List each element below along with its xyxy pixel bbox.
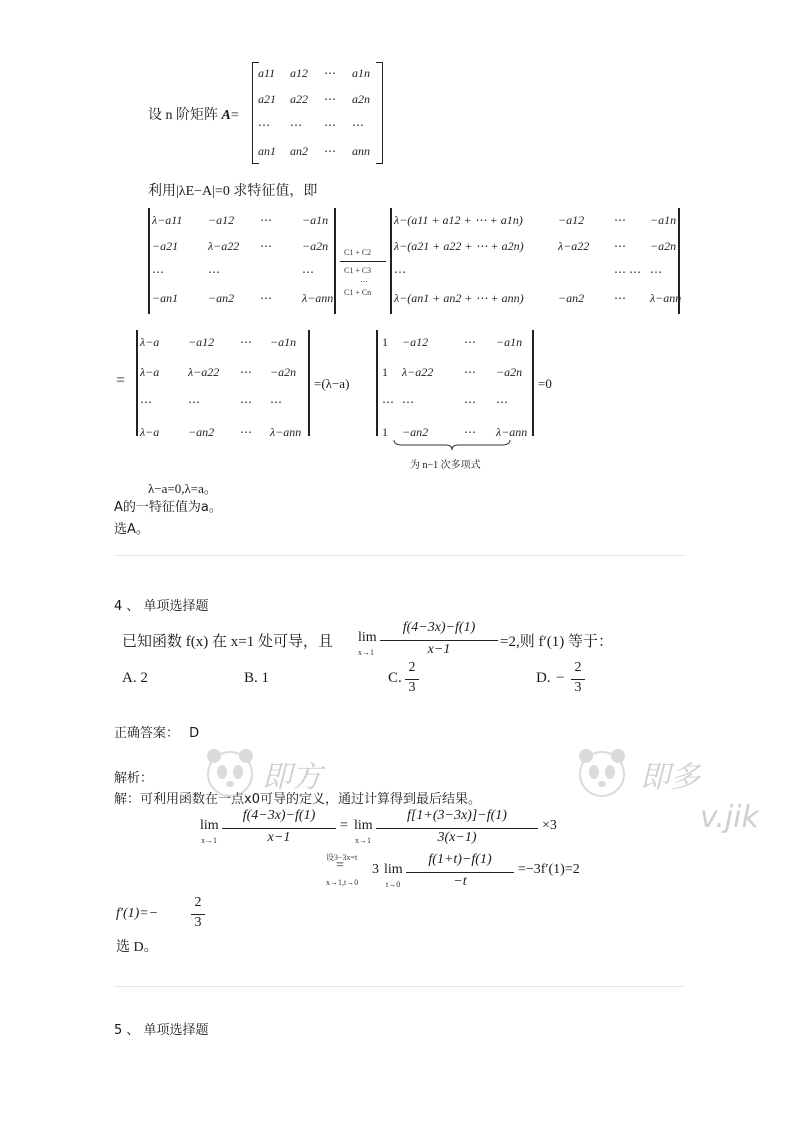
matrix-entry: −a1n — [496, 335, 523, 349]
matrix-entry: ⋯ — [324, 118, 336, 132]
step1-lhs-den: x−1 — [267, 830, 291, 845]
matrix-entry: −a21 — [152, 239, 179, 253]
matrix-entry: −a2n — [650, 239, 677, 253]
stem-frac-den: x−1 — [427, 642, 451, 657]
lim-sub: x→1 — [201, 836, 217, 845]
option-label: A. — [122, 670, 137, 686]
watermark-text: v.jik — [700, 800, 759, 835]
final-den: 3 — [194, 915, 202, 930]
matrix-entry: ⋯ — [464, 335, 476, 349]
step1-lhs-line — [222, 828, 336, 829]
matrix-entry: ⋯ — [188, 395, 200, 409]
option-d-den: 3 — [574, 680, 582, 695]
matrix-entry: ⋯ — [290, 118, 302, 132]
step2-num: f(1+t)−f(1) — [428, 852, 492, 867]
matrix-entry: an1 — [258, 144, 276, 158]
lim-sub: x→1 — [355, 836, 371, 845]
equals-sign: = — [116, 372, 126, 389]
step1-rhs-den: 3(x−1) — [437, 830, 477, 845]
matrix-entry: ⋯ — [240, 425, 252, 439]
matrix-entry: ⋯ — [496, 395, 508, 409]
matrix-entry: −a1n — [650, 213, 677, 227]
final-choice: 选 D。 — [116, 940, 158, 955]
matrix-a-right-bracket — [376, 62, 383, 164]
lim-word: lim — [354, 818, 373, 833]
option-a[interactable] — [122, 670, 148, 687]
lim-word: lim — [200, 818, 219, 833]
matrix-entry: ann — [352, 144, 370, 158]
matrix-entry: ⋯ ⋯ — [614, 265, 641, 279]
stem-prefix: 已知函数 f(x) 在 x=1 处可导，且 — [122, 634, 333, 650]
matrix-entry: ⋯ — [270, 395, 282, 409]
matrix-entry: λ−ann — [270, 425, 302, 439]
matrix-entry: ⋯ — [152, 265, 164, 279]
matrix-entry: a12 — [290, 66, 308, 80]
factor-text: =(λ−a) — [314, 376, 350, 391]
step2-coef: 3 — [372, 862, 379, 877]
matrix-entry: λ−a22 — [402, 365, 434, 379]
det-2-bar-l — [136, 330, 138, 436]
option-sign: − — [556, 670, 565, 686]
matrix-entry: λ−a22 — [558, 239, 590, 253]
section-divider — [114, 555, 684, 556]
option-label: D. — [536, 670, 551, 686]
stem-lim-sub: x→1 — [358, 648, 374, 657]
step1-rhs-num: f[1+(3−3x)]−f(1) — [407, 808, 507, 823]
matrix-entry: ⋯ — [382, 395, 394, 409]
step1-times: ×3 — [542, 818, 557, 833]
col-op: C1 + C3 — [344, 266, 372, 275]
analysis-label: 解析： — [114, 771, 154, 786]
final-num: 2 — [194, 895, 202, 910]
det-right-bar-l — [390, 208, 392, 314]
matrix-entry: a21 — [258, 92, 276, 106]
underbrace — [392, 438, 512, 452]
panda-watermark-icon — [200, 742, 260, 802]
det-3-bar-r — [532, 330, 534, 436]
det-left-bar-l — [148, 208, 150, 314]
root-line: λ−a=0,λ=a。 — [148, 481, 217, 496]
matrix-entry: λ−a — [140, 425, 160, 439]
matrix-entry: a2n — [352, 92, 370, 106]
matrix-entry: −an2 — [402, 425, 429, 439]
stem-frac-line — [380, 640, 498, 641]
matrix-entry: λ−(an1 + an2 + ⋯ + ann) — [394, 291, 524, 305]
analysis-text: 解：可利用函数在一点x0可导的定义，通过计算得到最后结果。 — [114, 792, 481, 807]
matrix-entry: ⋯ — [614, 213, 626, 227]
matrix-entry: ⋯ — [464, 425, 476, 439]
matrix-entry: ⋯ — [208, 265, 220, 279]
matrix-entry: ⋯ — [464, 365, 476, 379]
matrix-entry: ⋯ — [140, 395, 152, 409]
matrix-entry: 1 — [382, 365, 388, 379]
matrix-entry: ⋯ — [650, 265, 662, 279]
matrix-entry: ⋯ — [240, 335, 252, 349]
det-2-bar-r — [308, 330, 310, 436]
matrix-entry: −a12 — [208, 213, 235, 227]
option-label: B. — [244, 670, 258, 686]
matrix-entry: ⋯ — [260, 239, 272, 253]
matrix-entry: ⋯ — [324, 66, 336, 80]
option-c-num: 2 — [408, 660, 416, 675]
step2-den: −t — [453, 874, 467, 889]
matrix-entry: ⋯ — [258, 118, 270, 132]
matrix-entry: ⋯ — [614, 291, 626, 305]
option-b[interactable] — [244, 670, 269, 687]
matrix-entry: −an2 — [558, 291, 585, 305]
conclusion-text: A的一特征值为a。 — [114, 500, 222, 515]
matrix-entry: λ−(a21 + a22 + ⋯ + a2n) — [394, 239, 524, 253]
step2-line — [406, 872, 514, 873]
final-lhs: f′(1)=− — [116, 906, 159, 921]
stem-lim-word: lim — [358, 630, 377, 645]
matrix-entry: −an2 — [208, 291, 235, 305]
step1-rhs-line — [376, 828, 538, 829]
matrix-entry: −an2 — [188, 425, 215, 439]
col-op-line — [340, 261, 386, 262]
matrix-entry: −a1n — [270, 335, 297, 349]
option-label: C. — [388, 670, 402, 686]
substitution-top: 设3−3x=t — [326, 853, 358, 862]
col-op: C1 + C2 — [344, 248, 372, 257]
equals-sign: = — [340, 818, 348, 833]
intro-label: 设 n 阶矩阵 A= — [148, 108, 239, 123]
matrix-entry: λ−(a11 + a12 + ⋯ + a1n) — [394, 213, 523, 227]
equals-zero: =0 — [538, 376, 552, 391]
matrix-entry: ⋯ — [464, 395, 476, 409]
step2-result: =−3f′(1)=2 — [518, 862, 580, 877]
det-3-bar-l — [376, 330, 378, 436]
matrix-entry: λ−ann — [650, 291, 682, 305]
matrix-entry: ⋯ — [260, 213, 272, 227]
watermark-text: 即方 — [262, 760, 322, 795]
matrix-entry: ⋯ — [302, 265, 314, 279]
matrix-entry: λ−a — [140, 365, 160, 379]
matrix-entry: λ−a22 — [208, 239, 240, 253]
matrix-entry: −an1 — [152, 291, 179, 305]
col-op: ⋯ — [360, 277, 368, 286]
matrix-entry: 1 — [382, 425, 388, 439]
step1-lhs-num: f(4−3x)−f(1) — [242, 808, 316, 823]
matrix-entry: ⋯ — [352, 118, 364, 132]
matrix-entry: an2 — [290, 144, 308, 158]
matrix-entry: −a12 — [188, 335, 215, 349]
matrix-entry: ⋯ — [240, 395, 252, 409]
answer-line — [114, 722, 199, 741]
choice-text: 选A。 — [114, 522, 149, 537]
matrix-entry: ⋯ — [402, 395, 414, 409]
question-header: 4 、 单项选择题 — [114, 599, 209, 614]
option-d-num: 2 — [574, 660, 582, 675]
matrix-entry: −a12 — [558, 213, 585, 227]
lim-word: lim — [384, 862, 403, 877]
matrix-entry: −a2n — [302, 239, 329, 253]
section-divider — [114, 986, 684, 987]
matrix-entry: ⋯ — [260, 291, 272, 305]
matrix-entry: λ−ann — [496, 425, 528, 439]
matrix-entry: λ−a22 — [188, 365, 220, 379]
matrix-entry: λ−ann — [302, 291, 334, 305]
matrix-entry: −a1n — [302, 213, 329, 227]
option-value: 1 — [261, 670, 270, 686]
panda-watermark-icon — [572, 742, 632, 802]
question-header: 5 、 单项选择题 — [114, 1023, 209, 1038]
col-op: C1 + Cn — [344, 288, 372, 297]
stem-frac-num: f(4−3x)−f(1) — [402, 620, 476, 635]
matrix-entry: ⋯ — [324, 92, 336, 106]
matrix-entry: a11 — [258, 66, 276, 80]
matrix-entry: −a2n — [496, 365, 523, 379]
det-left-bar-r — [334, 208, 336, 314]
matrix-entry: −a2n — [270, 365, 297, 379]
stem-suffix: =2,则 f′(1) 等于： — [500, 634, 613, 650]
option-value: 2 — [140, 670, 148, 686]
lim-sub: t→0 — [386, 880, 401, 889]
matrix-entry: ⋯ — [614, 239, 626, 253]
answer-label: 正确答案： — [114, 726, 180, 741]
matrix-entry: ⋯ — [240, 365, 252, 379]
answer-value: D — [189, 726, 200, 741]
watermark-text: 即多 — [640, 760, 700, 795]
matrix-entry: −a12 — [402, 335, 429, 349]
option-c-den: 3 — [408, 680, 416, 695]
eigen-method-text: 利用|λE−A|=0 求特征值，即 — [148, 184, 318, 199]
equals-sign: = — [336, 858, 344, 873]
matrix-entry: λ−a11 — [152, 213, 183, 227]
matrix-entry: ⋯ — [394, 265, 406, 279]
matrix-entry: ⋯ — [324, 144, 336, 158]
substitution-bottom: x→1,t→0 — [326, 878, 359, 887]
matrix-entry: a22 — [290, 92, 308, 106]
matrix-entry: a1n — [352, 66, 370, 80]
brace-label: 为 n−1 次多项式 — [410, 460, 481, 471]
matrix-entry: λ−a — [140, 335, 160, 349]
matrix-entry: 1 — [382, 335, 388, 349]
